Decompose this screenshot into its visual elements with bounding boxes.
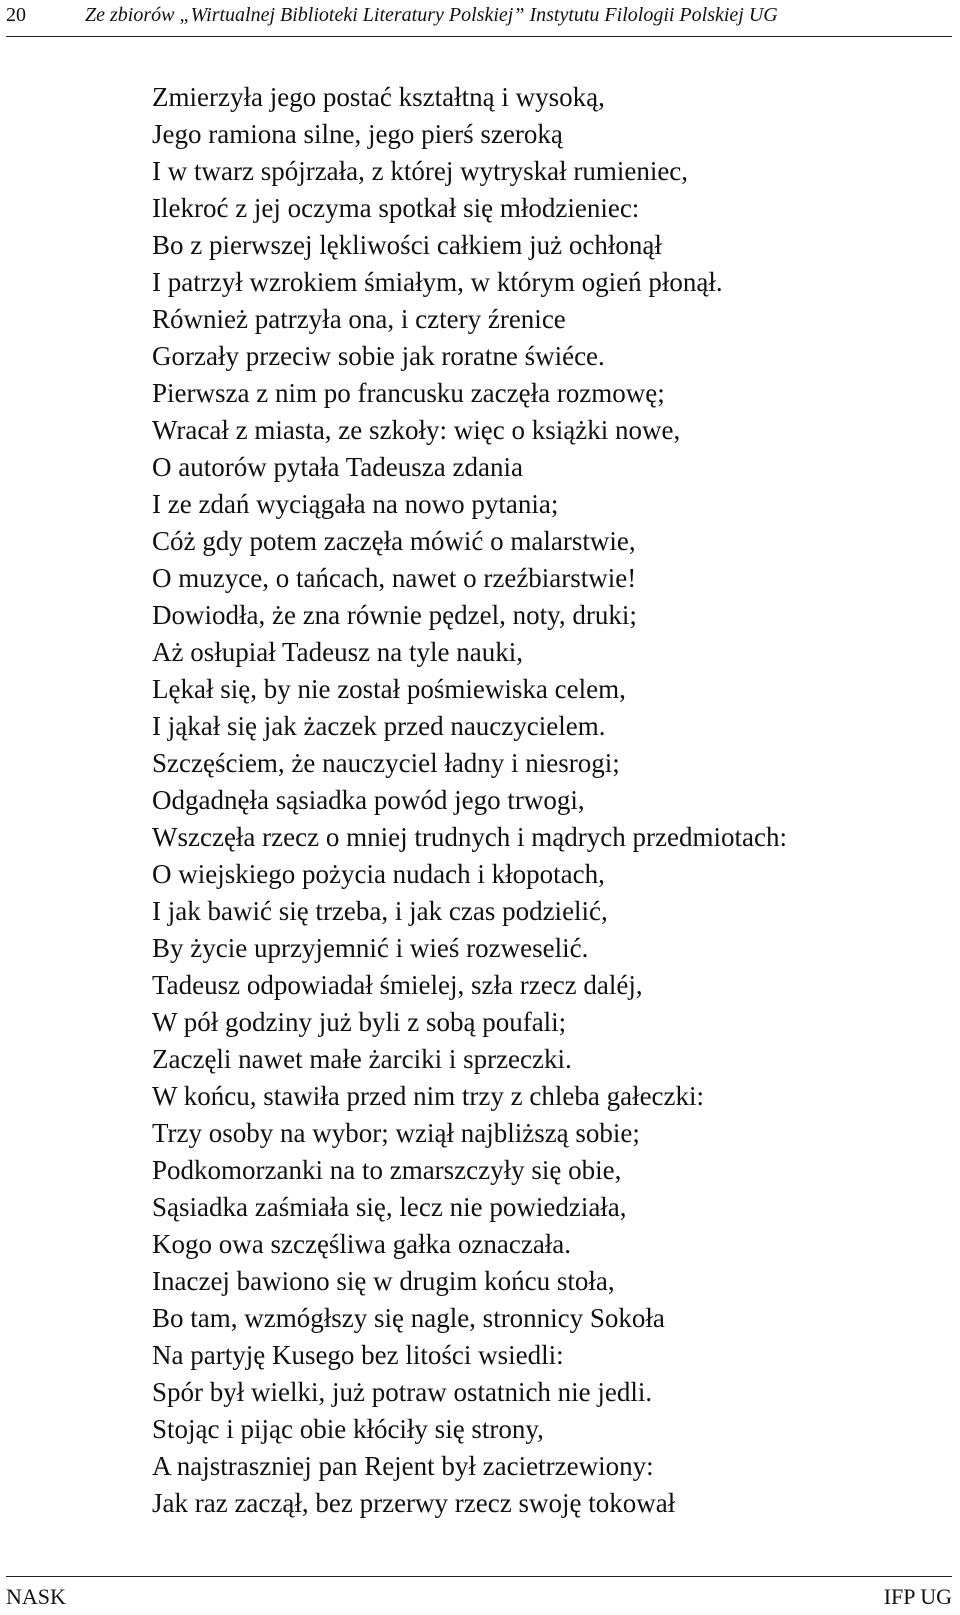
page-number: 20 bbox=[6, 4, 26, 26]
poem-line: Zmierzyła jego postać kształtną i wysoką, bbox=[152, 82, 605, 112]
poem-line: I jak bawić się trzeba, i jak czas podzielić, bbox=[152, 896, 608, 926]
poem-line: Pierwsza z nim po francusku zaczęła rozmowę; bbox=[152, 378, 665, 408]
poem-line: Zaczęli nawet małe żarciki i sprzeczki. bbox=[152, 1044, 572, 1074]
poem-line: Inaczej bawiono się w drugim końcu stoła, bbox=[152, 1266, 615, 1296]
poem-line: Dowiodła, że zna równie pędzel, noty, druki; bbox=[152, 600, 637, 630]
poem-line: W końcu, stawiła przed nim trzy z chleba gałeczki: bbox=[152, 1081, 705, 1111]
poem-line: I ze zdań wyciągała na nowo pytania; bbox=[152, 489, 559, 519]
poem-line: Na partyję Kusego bez litości wsiedli: bbox=[152, 1340, 564, 1370]
poem-line: Wszczęła rzecz o mniej trudnych i mądrych przedmiotach: bbox=[152, 822, 787, 852]
poem-line: Jak raz zaczął, bez przerwy rzecz swoję tokował bbox=[152, 1488, 676, 1518]
poem-line: Również patrzyła ona, i cztery źrenice bbox=[152, 304, 566, 334]
poem-line: Stojąc i pijąc obie kłóciły się strony, bbox=[152, 1414, 544, 1444]
footer-institute: IFP UG bbox=[883, 1584, 952, 1609]
poem-line: O wiejskiego pożycia nudach i kłopotach, bbox=[152, 859, 605, 889]
poem-line: I patrzył wzrokiem śmiałym, w którym ogień płonął. bbox=[152, 267, 723, 297]
poem-line: Podkomorzanki na to zmarszczyły się obie, bbox=[152, 1155, 622, 1185]
poem-line: Ilekroć z jej oczyma spotkał się młodzieniec: bbox=[152, 193, 640, 223]
poem-line: Cóż gdy potem zaczęła mówić o malarstwie, bbox=[152, 526, 636, 556]
poem-line: Jego ramiona silne, jego pierś szeroką bbox=[152, 119, 563, 149]
page-footer bbox=[6, 1576, 952, 1609]
poem-line: Wracał z miasta, ze szkoły: więc o książki nowe, bbox=[152, 415, 681, 445]
poem-line: Spór był wielki, już potraw ostatnich nie jedli. bbox=[152, 1377, 653, 1407]
header-title: Ze zbiorów „Wirtualnej Biblioteki Literatury Polskiej” Instytutu Filologii Polskiej UG bbox=[85, 4, 778, 26]
poem-line: O autorów pytała Tadeusza zdania bbox=[152, 452, 523, 482]
poem-line: Tadeusz odpowiadał śmielej, szła rzecz daléj, bbox=[152, 970, 643, 1000]
poem-line: W pół godziny już byli z sobą poufali; bbox=[152, 1007, 567, 1037]
poem-line: Bo tam, wzmógłszy się nagle, stronnicy Sokoła bbox=[152, 1303, 665, 1333]
poem-line: Lękał się, by nie został pośmiewiska celem, bbox=[152, 674, 626, 704]
poem-line: Kogo owa szczęśliwa gałka oznaczała. bbox=[152, 1229, 572, 1259]
poem-line: I w twarz spójrzała, z której wytryskał rumieniec, bbox=[152, 156, 689, 186]
poem-line: Aż osłupiał Tadeusz na tyle nauki, bbox=[152, 637, 524, 667]
poem-line: Szczęściem, że nauczyciel ładny i niesrogi; bbox=[152, 748, 620, 778]
page-header bbox=[6, 0, 952, 37]
footer-publisher: NASK bbox=[6, 1584, 66, 1609]
poem-line: Gorzały przeciw sobie jak roratne świéce. bbox=[152, 341, 605, 371]
poem-line: By życie uprzyjemnić i wieś rozweselić. bbox=[152, 933, 589, 963]
poem-line: A najstraszniej pan Rejent był zacietrzewiony: bbox=[152, 1451, 654, 1481]
poem-line: Odgadnęła sąsiadka powód jego trwogi, bbox=[152, 785, 585, 815]
poem-line: O muzyce, o tańcach, nawet o rzeźbiarstwie! bbox=[152, 563, 637, 593]
poem-line: I jąkał się jak żaczek przed nauczycielem. bbox=[152, 711, 606, 741]
poem-line: Bo z pierwszej lękliwości całkiem już ochłonął bbox=[152, 230, 662, 260]
poem-line: Sąsiadka zaśmiała się, lecz nie powiedziała, bbox=[152, 1192, 627, 1222]
poem-line: Trzy osoby na wybor; wziął najbliższą sobie; bbox=[152, 1118, 640, 1148]
poem-text bbox=[152, 79, 787, 1522]
